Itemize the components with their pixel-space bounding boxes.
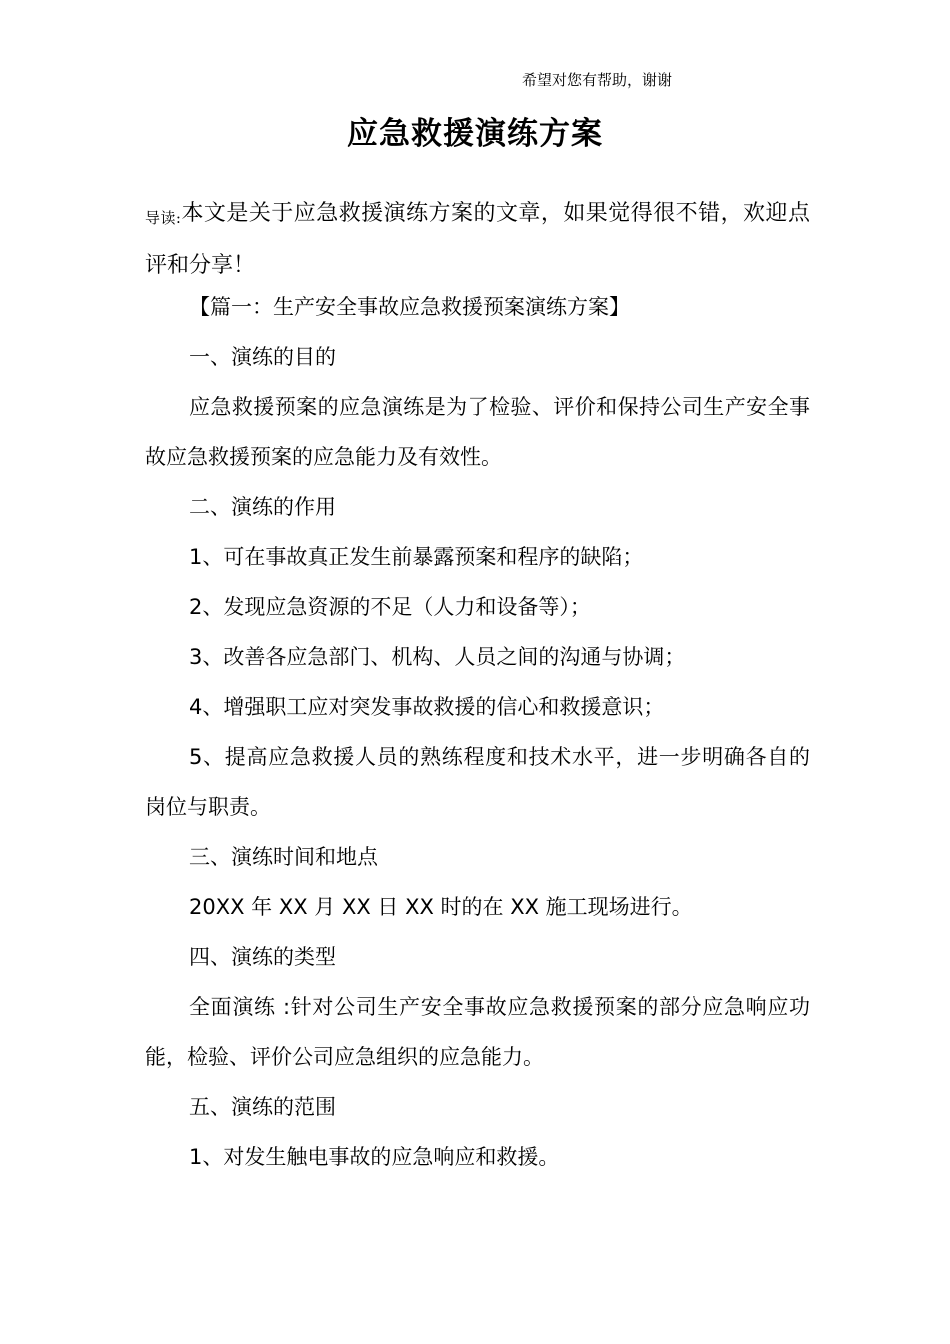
- heading-function: 二、演练的作用: [189, 495, 336, 519]
- document-body: [145, 282, 810, 1182]
- heading-time-place: 三、演练时间和地点: [189, 845, 378, 869]
- list-item-function-3: 3、改善各应急部门、机构、人员之间的沟通与协调；: [189, 645, 686, 669]
- paragraph-purpose: 应急救援预案的应急演练是为了检验、评价和保持公司生产安全事故应急救援预案的应急能力及有效性。: [145, 395, 810, 469]
- list-item-function-5: 5、提高应急救援人员的熟练程度和技术水平，进一步明确各自的岗位与职责。: [145, 745, 810, 819]
- paragraph-time-place: 20XX 年 XX 月 XX 日 XX 时的在 XX 施工现场进行。: [189, 895, 693, 919]
- list-item-scope-1: 1、对发生触电事故的应急响应和救援。: [189, 1145, 560, 1169]
- list-item-function-4: 4、增强职工应对突发事故救援的信心和救援意识；: [189, 695, 665, 719]
- document-title: 应急救援演练方案: [347, 116, 603, 152]
- heading-type: 四、演练的类型: [189, 945, 336, 969]
- intro-label: 导读:: [145, 209, 181, 227]
- list-item-function-2: 2、发现应急资源的不足（人力和设备等）；: [189, 595, 591, 619]
- list-item-function-1: 1、可在事故真正发生前暴露预案和程序的缺陷；: [189, 545, 644, 569]
- section-heading-part-one: 【篇一：生产安全事故应急救援预案演练方案】: [189, 295, 630, 319]
- paragraph-type: 全面演练 :针对公司生产安全事故应急救援预案的部分应急响应功能，检验、评价公司应急组织的应急能力。: [145, 995, 810, 1069]
- heading-purpose: 一、演练的目的: [189, 345, 336, 369]
- intro-paragraph: [145, 190, 810, 290]
- intro-text: 本文是关于应急救援演练方案的文章，如果觉得很不错，欢迎点评和分享！: [145, 201, 810, 278]
- heading-scope: 五、演练的范围: [189, 1095, 336, 1119]
- header-note: 希望对您有帮助，谢谢: [522, 71, 673, 89]
